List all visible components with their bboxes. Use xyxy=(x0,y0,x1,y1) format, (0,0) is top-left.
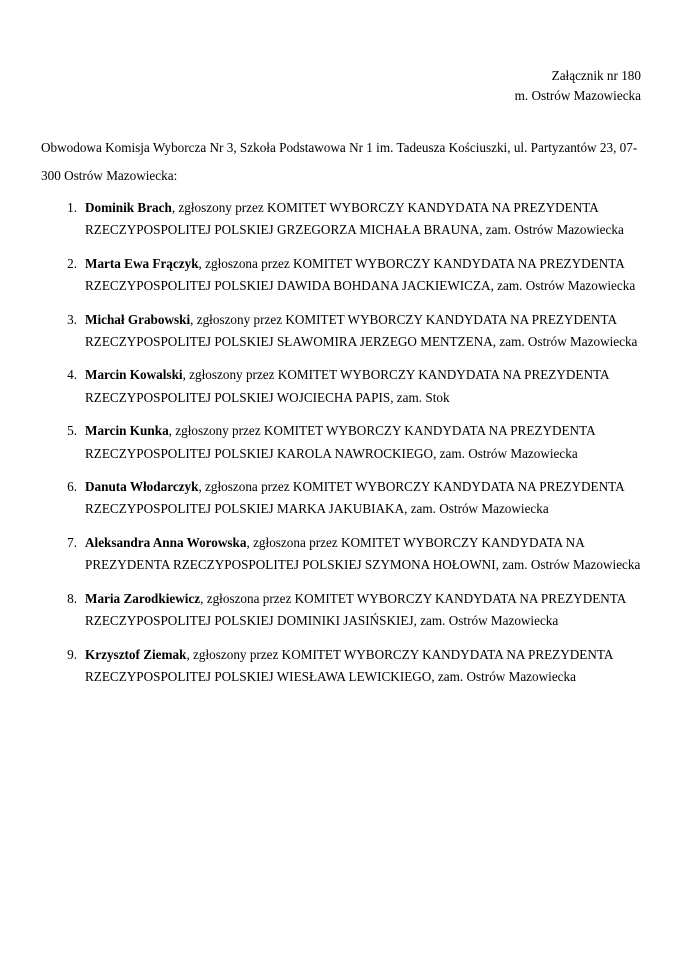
nominating-committee: KOMITET WYBORCZY KANDYDATA NA PREZYDENTA RZECZYPOSPOLITEJ POLSKIEJ MARKA JAKUBIAKA xyxy=(85,479,624,517)
list-item xyxy=(41,253,646,298)
candidate-residence: , zam. Ostrów Mazowiecka xyxy=(433,445,578,461)
candidate-name: Dominik Brach xyxy=(85,200,172,215)
nomination-connector: , zgłoszona przez xyxy=(246,534,341,550)
list-item-number: 5. xyxy=(67,423,77,439)
header-municipality: m. Ostrów Mazowiecka xyxy=(514,87,641,103)
list-item xyxy=(41,644,646,689)
list-item-number: 2. xyxy=(67,255,77,271)
candidate-residence: , zam. Ostrów Mazowiecka xyxy=(495,557,641,573)
list-item-number: 1. xyxy=(67,200,77,215)
candidate-name: Marcin Kunka xyxy=(85,423,169,439)
list-item xyxy=(41,364,646,409)
list-item-number: 6. xyxy=(67,479,77,495)
list-item xyxy=(41,309,646,354)
candidate-residence: , zam. Ostrów Mazowiecka xyxy=(413,613,559,629)
list-item xyxy=(41,588,646,633)
nomination-connector: , zgłoszony przez xyxy=(190,311,286,327)
nomination-connector: , zgłoszona przez xyxy=(198,479,293,495)
list-item xyxy=(41,532,646,577)
nomination-connector: , zgłoszony przez xyxy=(186,646,282,662)
list-item-number: 8. xyxy=(67,590,77,606)
candidate-name: Danuta Włodarczyk xyxy=(85,479,199,495)
candidate-residence: , zam. Ostrów Mazowiecka xyxy=(479,222,624,238)
candidate-name: Marcin Kowalski xyxy=(85,367,183,383)
nominating-committee: KOMITET WYBORCZY KANDYDATA NA PREZYDENTA RZECZYPOSPOLITEJ POLSKIEJ KAROLA NAWROCKIEGO xyxy=(85,423,595,461)
candidate-name: Maria Zarodkiewicz xyxy=(85,590,201,606)
candidate-name: Aleksandra Anna Worowska xyxy=(85,534,247,550)
nomination-connector: , zgłoszony przez xyxy=(171,200,268,215)
candidate-residence: , zam. Ostrów Mazowiecka xyxy=(490,278,636,294)
list-item xyxy=(41,420,646,465)
list-item xyxy=(41,476,646,521)
commission-intro-paragraph: Obwodowa Komisja Wyborcza Nr 3, Szkoła Podstawowa Nr 1 im. Tadeusza Kościuszki, ul. Partyzantów 23, 07-300 Ostrów Mazowiecka: xyxy=(41,140,638,184)
nominating-committee: KOMITET WYBORCZY KANDYDATA NA PREZYDENTA RZECZYPOSPOLITEJ POLSKIEJ WOJCIECHA PAPIS xyxy=(85,367,609,405)
list-item-number: 3. xyxy=(67,311,77,327)
nominating-committee: KOMITET WYBORCZY KANDYDATA NA PREZYDENTA RZECZYPOSPOLITEJ POLSKIEJ SZYMONA HOŁOWNI xyxy=(85,534,584,573)
list-item xyxy=(41,197,646,242)
nominating-committee: KOMITET WYBORCZY KANDYDATA NA PREZYDENTA RZECZYPOSPOLITEJ POLSKIEJ DAWIDA BOHDANA JACKIEWICZA xyxy=(85,255,624,294)
list-item-number: 9. xyxy=(67,646,77,662)
candidate-residence: , zam. Ostrów Mazowiecka xyxy=(431,668,576,684)
list-item-number: 7. xyxy=(67,534,77,550)
commission-member-list xyxy=(41,197,646,688)
nomination-connector: , zgłoszona przez xyxy=(200,590,295,606)
header-attachment-number: Załącznik nr 180 xyxy=(551,68,641,83)
candidate-name: Michał Grabowski xyxy=(85,311,191,327)
candidate-residence: , zam. Ostrów Mazowiecka xyxy=(492,334,638,350)
nominating-committee: KOMITET WYBORCZY KANDYDATA NA PREZYDENTA RZECZYPOSPOLITEJ POLSKIEJ SŁAWOMIRA JERZEGO MENTZENA xyxy=(85,311,617,350)
candidate-residence: , zam. Stok xyxy=(390,389,450,405)
candidate-name: Krzysztof Ziemak xyxy=(85,646,187,662)
nominating-committee: KOMITET WYBORCZY KANDYDATA NA PREZYDENTA RZECZYPOSPOLITEJ POLSKIEJ DOMINIKI JASIŃSKIEJ xyxy=(85,590,626,629)
candidate-name: Marta Ewa Frączyk xyxy=(85,255,199,271)
nominating-committee: KOMITET WYBORCZY KANDYDATA NA PREZYDENTA RZECZYPOSPOLITEJ POLSKIEJ WIESŁAWA LEWICKIEGO xyxy=(85,646,613,684)
document-header xyxy=(0,66,641,105)
nomination-connector: , zgłoszony przez xyxy=(168,423,264,439)
nomination-connector: , zgłoszony przez xyxy=(182,367,278,383)
nomination-connector: , zgłoszona przez xyxy=(198,255,293,271)
list-item-number: 4. xyxy=(67,367,77,383)
nominating-committee: KOMITET WYBORCZY KANDYDATA NA PREZYDENTA RZECZYPOSPOLITEJ POLSKIEJ GRZEGORZA MICHAŁA BRAUNA xyxy=(85,200,599,238)
candidate-residence: , zam. Ostrów Mazowiecka xyxy=(404,501,549,517)
